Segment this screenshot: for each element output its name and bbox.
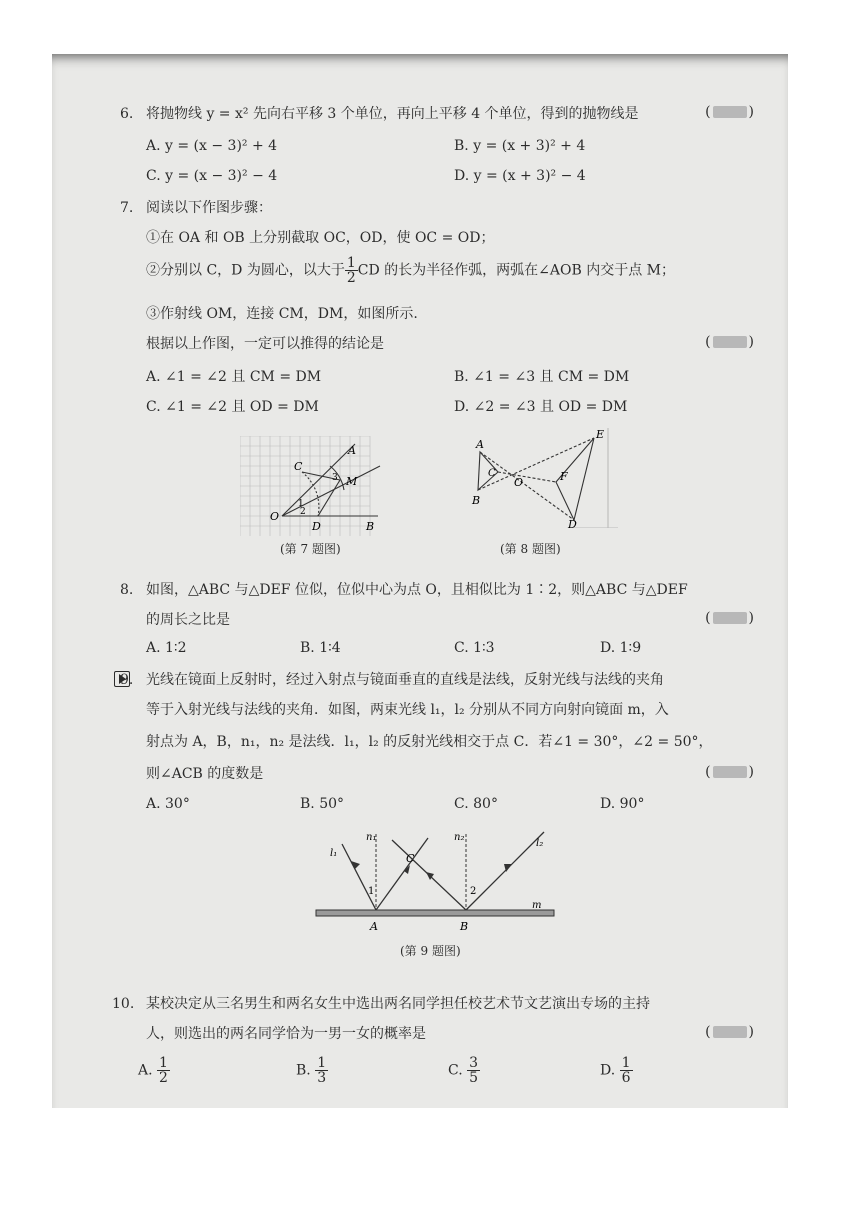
label-D: D bbox=[312, 520, 321, 533]
q10-option-a[interactable]: A. $\frac{1}{2}$ bbox=[138, 1055, 168, 1086]
label-B: B bbox=[366, 520, 375, 533]
fraction-one-half: $\frac{1}{2}$ bbox=[346, 255, 356, 286]
label-n1: n₁ bbox=[366, 832, 377, 843]
q9-option-d[interactable]: D. 90° bbox=[600, 796, 645, 812]
label-O: O bbox=[270, 510, 280, 523]
q8-option-b[interactable]: B. 1∶4 bbox=[300, 640, 341, 656]
question-9-line3: 射点为 A，B，n₁，n₂ 是法线．l₁，l₂ 的反射光线相交于点 C．若∠1 = 30°，∠2 = 50°， bbox=[146, 734, 713, 750]
figure-7 bbox=[240, 436, 390, 536]
question-10-line1: 10. 某校决定从三名男生和两名女生中选出两名同学担任校艺术节文艺演出专场的主持 bbox=[112, 996, 650, 1012]
angle-3-label: 3 bbox=[332, 473, 338, 483]
q7-step-3: ③作射线 OM，连接 CM，DM，如图所示. bbox=[146, 306, 418, 322]
q9-option-b[interactable]: B. 50° bbox=[300, 796, 345, 812]
q7-option-d[interactable]: D. ∠2 = ∠3 且 OD = DM bbox=[454, 399, 628, 415]
q10-option-c[interactable]: C. $\frac{3}{5}$ bbox=[448, 1055, 479, 1086]
label-n2: n₂ bbox=[454, 832, 465, 843]
question-9-line4: 则∠ACB 的度数是 bbox=[146, 766, 264, 782]
question-10-line2: 人，则选出的两名同学恰为一男一女的概率是 bbox=[146, 1026, 426, 1042]
question-number: 10. bbox=[112, 996, 135, 1012]
question-text: 将抛物线 y = x² 先向右平移 3 个单位，再向上平移 4 个单位，得到的抛物线是 bbox=[146, 106, 639, 122]
label-C: C bbox=[488, 468, 496, 479]
q10-option-d[interactable]: D. $\frac{1}{6}$ bbox=[600, 1055, 631, 1086]
label-D: D bbox=[568, 518, 577, 528]
label-A: A bbox=[348, 444, 356, 457]
q7-option-a[interactable]: A. ∠1 = ∠2 且 CM = DM bbox=[146, 369, 322, 385]
label-A: A bbox=[370, 920, 378, 933]
question-9-line1: 9. 光线在镜面上反射时，经过入射点与镜面垂直的直线是法线，反射光线与法线的夹角 bbox=[120, 672, 664, 688]
video-play-icon[interactable] bbox=[114, 671, 130, 687]
q8-option-d[interactable]: D. 1∶9 bbox=[600, 640, 642, 656]
angle-2-label: 2 bbox=[300, 507, 306, 517]
figure-7-caption: (第 7 题图) bbox=[280, 542, 341, 556]
q7-option-b[interactable]: B. ∠1 = ∠3 且 CM = DM bbox=[454, 369, 630, 385]
q8-option-a[interactable]: A. 1∶2 bbox=[146, 640, 187, 656]
q8-option-c[interactable]: C. 1∶3 bbox=[454, 640, 495, 656]
question-number: 6. bbox=[120, 106, 134, 122]
figure-8 bbox=[468, 428, 628, 528]
q9-option-a[interactable]: A. 30° bbox=[146, 796, 190, 812]
q7-question: 根据以上作图，一定可以推得的结论是 bbox=[146, 336, 384, 352]
answer-bracket-q9[interactable]: ( ) bbox=[705, 764, 754, 780]
figure-8-caption: (第 8 题图) bbox=[500, 542, 561, 556]
label-E: E bbox=[596, 428, 605, 441]
q6-option-b[interactable]: B. y = (x + 3)² + 4 bbox=[454, 138, 586, 154]
figure-9-caption: (第 9 题图) bbox=[400, 944, 461, 958]
question-6-stem bbox=[120, 104, 639, 124]
answer-bracket-q8[interactable]: ( ) bbox=[705, 610, 754, 626]
question-number: 7. bbox=[120, 200, 134, 216]
q10-option-b[interactable]: B. $\frac{1}{3}$ bbox=[296, 1055, 327, 1086]
question-9-line2: 等于入射光线与法线的夹角．如图，两束光线 l₁，l₂ 分别从不同方向射向镜面 m，入 bbox=[146, 702, 669, 718]
mirror-surface bbox=[316, 910, 554, 916]
label-l2: l₂ bbox=[536, 838, 544, 849]
angle-2-label: 2 bbox=[470, 886, 477, 897]
answer-bracket-q10[interactable]: ( ) bbox=[705, 1024, 754, 1040]
label-l1: l₁ bbox=[330, 848, 338, 859]
q7-step-2: ②分别以 C，D 为圆心，以大于 $\frac{1}{2}$ CD 的长为半径作弧，两弧在∠AOB 内交于点 M； bbox=[146, 255, 675, 286]
answer-bracket-q6[interactable]: ( ) bbox=[705, 104, 754, 120]
q6-option-a[interactable]: A. y = (x − 3)² + 4 bbox=[146, 138, 278, 154]
angle-1-label: 1 bbox=[368, 886, 375, 897]
question-number: 8. bbox=[120, 582, 134, 598]
figure-9 bbox=[310, 824, 560, 936]
label-F: F bbox=[560, 470, 568, 483]
label-m: m bbox=[532, 900, 542, 911]
label-O: O bbox=[514, 476, 524, 489]
label-M: M bbox=[346, 475, 358, 488]
question-8-stem-line2: 的周长之比是 bbox=[146, 612, 230, 628]
q7-step-1: ①在 OA 和 OB 上分别截取 OC，OD，使 OC = OD； bbox=[146, 230, 495, 246]
question-7-intro: 7. 阅读以下作图步骤： bbox=[120, 200, 272, 216]
label-C: C bbox=[294, 460, 303, 473]
label-B: B bbox=[472, 494, 481, 507]
q9-option-c[interactable]: C. 80° bbox=[454, 796, 498, 812]
q7-option-c[interactable]: C. ∠1 = ∠2 且 OD = DM bbox=[146, 399, 319, 415]
label-A: A bbox=[476, 438, 484, 451]
angle-1-label: 1 bbox=[298, 499, 304, 509]
label-C: C bbox=[406, 852, 415, 865]
label-B: B bbox=[460, 920, 469, 933]
answer-bracket-q7[interactable]: ( ) bbox=[705, 334, 754, 350]
question-number: 9. bbox=[120, 672, 134, 688]
q6-option-c[interactable]: C. y = (x − 3)² − 4 bbox=[146, 168, 278, 184]
q6-option-d[interactable]: D. y = (x + 3)² − 4 bbox=[454, 168, 586, 184]
question-8-stem: 8. 如图，△ABC 与△DEF 位似，位似中心为点 O，且相似比为 1∶2，则△ABC 与△DEF bbox=[120, 582, 688, 598]
